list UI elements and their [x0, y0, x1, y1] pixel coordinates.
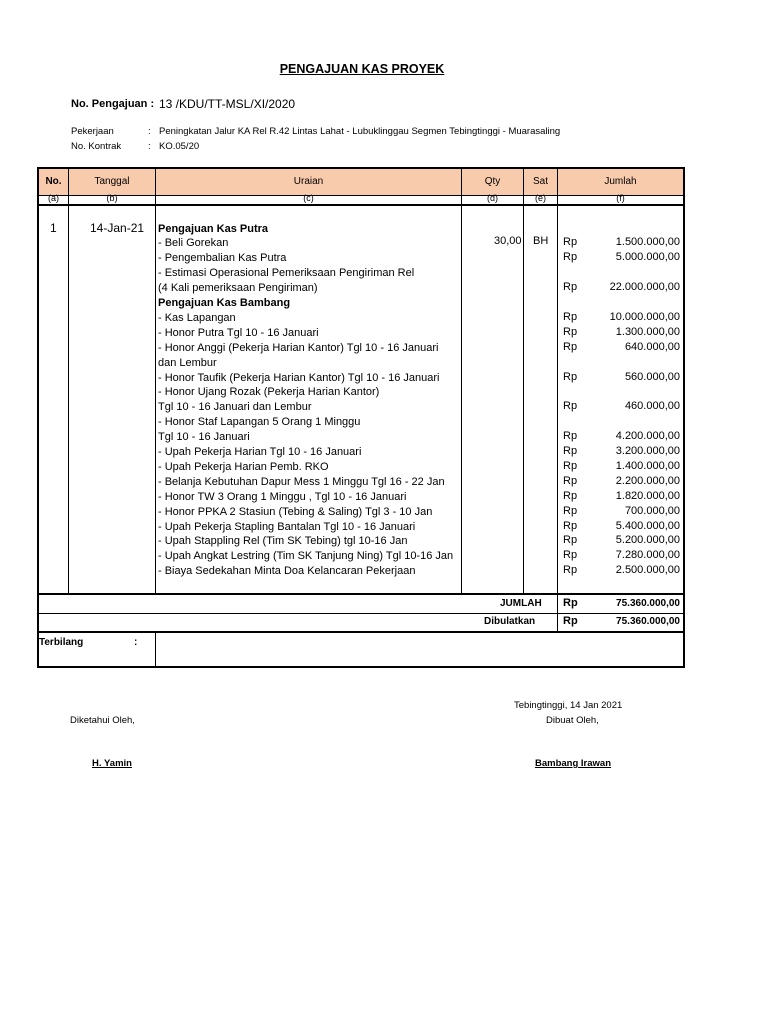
line-item-currency: Rp	[563, 519, 578, 532]
column-header-uraian: Uraian	[293, 176, 324, 187]
line-item-text: - Upah Pekerja Harian Pemb. RKO	[158, 460, 329, 473]
kontrak-value: KO.05/20	[159, 141, 200, 152]
jumlah-label: JUMLAH	[500, 598, 542, 609]
line-item-amount: 560.000,00	[624, 370, 680, 383]
pekerjaan-label: Pekerjaan	[71, 126, 114, 137]
line-item-text: Pengajuan Kas Bambang	[158, 297, 291, 309]
column-header-no: No.	[45, 176, 62, 187]
subheader-d: (d)	[487, 193, 498, 203]
line-item-text: - Biaya Sedekahan Minta Doa Kelancaran Pekerjaan	[158, 565, 416, 578]
line-item-currency: Rp	[563, 534, 578, 547]
pekerjaan-value: Peningkatan Jalur KA Rel R.42 Lintas Lahat - Lubuklinggau Segmen Tebingtinggi - Muarasaling	[159, 126, 561, 137]
terbilang-colon: :	[134, 637, 138, 648]
pekerjaan-colon: :	[148, 126, 151, 137]
column-header-qty: Qty	[484, 176, 501, 187]
line-item-amount: 460.000,00	[624, 400, 680, 413]
col-divider-terbilang	[155, 632, 156, 668]
col-divider-uraian	[461, 169, 462, 594]
right-signatory-name: Bambang Irawan	[535, 758, 612, 769]
line-item-currency: Rp	[563, 445, 578, 457]
row-qty: 30,00	[494, 235, 522, 247]
body-bottom-divider	[39, 593, 683, 595]
line-item-text: (4 Kali pemeriksaan Pengiriman)	[158, 282, 318, 295]
left-signatory-name: H. Yamin	[92, 758, 132, 769]
line-item-text: - Honor TW 3 Orang 1 Minggu , Tgl 10 - 16 Januari	[158, 490, 407, 503]
jumlah-rp: Rp	[563, 597, 578, 609]
subheader-b: (b)	[106, 193, 118, 203]
line-item-text: Tgl 10 - 16 Januari dan Lembur	[158, 401, 312, 414]
line-item-currency: Rp	[563, 489, 578, 502]
line-item-text: - Honor Ujang Rozak (Pekerja Harian Kantor)	[158, 386, 380, 399]
line-item-text: - Beli Gorekan	[158, 237, 229, 250]
dibulatkan-divider	[39, 631, 683, 633]
dibulatkan-value: 75.360.000,00	[616, 616, 680, 627]
kontrak-label: No. Kontrak	[71, 141, 122, 152]
line-item-currency: Rp	[563, 325, 578, 338]
dibulatkan-label: Dibulatkan	[484, 616, 536, 627]
line-item-text: - Estimasi Operasional Pemeriksaan Pengiriman Rel	[158, 267, 415, 280]
kontrak-colon: :	[148, 141, 151, 152]
page-title: PENGAJUAN KAS PROYEK	[279, 62, 445, 76]
line-item-currency: Rp	[563, 310, 578, 323]
line-item-text: Pengajuan Kas Putra	[158, 222, 269, 235]
line-item-currency: Rp	[563, 340, 578, 353]
line-item-currency: Rp	[563, 430, 578, 443]
line-item-amount: 1.300.000,00	[615, 325, 680, 338]
line-item-currency: Rp	[563, 549, 578, 562]
no-pengajuan-value: 13 /KDU/TT-MSL/XI/2020	[159, 97, 296, 111]
line-item-text: - Honor Anggi (Pekerja Harian Kantor) Tgl 10 - 16 Januari	[158, 341, 439, 354]
made-by-label: Dibuat Oleh,	[546, 715, 599, 726]
line-item-currency: Rp	[563, 281, 578, 294]
subheader-c: (c)	[303, 193, 314, 203]
line-item-amount: 1.400.000,00	[615, 459, 680, 472]
line-item-text: - Belanja Kebutuhan Dapur Mess 1 Minggu Tgl 16 - 22 Jan	[158, 475, 445, 488]
line-item-currency: Rp	[563, 236, 578, 249]
line-item-text: - Pengembalian Kas Putra	[158, 252, 287, 265]
line-item-amount: 1.500.000,00	[615, 236, 680, 249]
line-item-text: - Upah Angkat Lestring (Tim SK Tanjung Ning) Tgl 10-16 Jan	[158, 550, 454, 563]
line-item-text: - Upah Pekerja Stapling Bantalan Tgl 10 - 16 Januari	[158, 520, 416, 533]
line-item-amount: 640.000,00	[624, 340, 680, 353]
line-item-text: Tgl 10 - 16 Januari	[158, 431, 250, 444]
col-divider-sat	[557, 169, 558, 633]
col-divider-tanggal	[155, 169, 156, 594]
subheader-e: (e)	[535, 193, 546, 203]
line-item-text: - Kas Lapangan	[158, 311, 236, 324]
column-header-sat: Sat	[532, 176, 548, 187]
line-item-amount: 2.200.000,00	[615, 474, 680, 487]
line-item-text: - Upah Pekerja Harian Tgl 10 - 16 Januari	[158, 446, 362, 458]
known-by-label: Diketahui Oleh,	[70, 715, 135, 726]
dibulatkan-rp: Rp	[563, 615, 578, 627]
line-item-text: - Honor Taufik (Pekerja Harian Kantor) Tgl 10 - 16 Januari	[158, 371, 440, 384]
line-item-amount: 700.000,00	[624, 504, 680, 517]
line-item-text: dan Lembur	[158, 356, 217, 369]
line-item-amount: 10.000.000,00	[609, 310, 680, 323]
column-header-jumlah: Jumlah	[604, 176, 637, 187]
row-number: 1	[50, 221, 57, 235]
line-item-currency: Rp	[563, 504, 578, 517]
place-date: Tebingtinggi, 14 Jan 2021	[514, 700, 623, 711]
no-pengajuan-label: No. Pengajuan :	[71, 98, 155, 110]
line-item-text: - Honor Putra Tgl 10 - 16 Januari	[158, 326, 319, 339]
line-item-amount: 5.200.000,00	[615, 534, 680, 547]
line-item-currency: Rp	[563, 474, 578, 487]
subheader-f: (f)	[616, 193, 625, 203]
line-item-amount: 5.400.000,00	[615, 519, 680, 532]
jumlah-divider	[39, 613, 683, 614]
line-item-amount: 5.000.000,00	[615, 251, 680, 264]
line-item-text: - Honor PPKA 2 Stasiun (Tebing & Saling) Tgl 3 - 10 Jan	[158, 505, 433, 518]
row-date: 14-Jan-21	[90, 221, 145, 235]
terbilang-label: Terbilang	[39, 637, 84, 648]
line-item-text: - Upah Stappling Rel (Tim SK Tebing) tgl 10-16 Jan	[158, 535, 408, 548]
subheader-a: (a)	[48, 193, 59, 203]
jumlah-value: 75.360.000,00	[616, 598, 680, 609]
subheader-divider	[39, 204, 683, 206]
col-divider-qty	[523, 169, 524, 594]
line-item-currency: Rp	[563, 400, 578, 413]
line-item-amount: 1.820.000,00	[615, 489, 680, 502]
row-sat: BH	[533, 235, 549, 247]
line-item-currency: Rp	[563, 370, 578, 383]
column-header-tanggal: Tanggal	[94, 176, 130, 187]
line-item-amount: 4.200.000,00	[615, 430, 680, 443]
line-item-amount: 2.500.000,00	[615, 564, 680, 577]
line-item-currency: Rp	[563, 459, 578, 472]
line-item-currency: Rp	[563, 251, 578, 264]
line-item-amount: 3.200.000,00	[615, 445, 680, 457]
col-divider-no	[68, 169, 69, 594]
line-item-amount: 22.000.000,00	[609, 281, 680, 294]
line-item-currency: Rp	[563, 564, 578, 577]
line-item-amount: 7.280.000,00	[615, 549, 680, 562]
line-item-text: - Honor Staf Lapangan 5 Orang 1 Minggu	[158, 416, 361, 429]
